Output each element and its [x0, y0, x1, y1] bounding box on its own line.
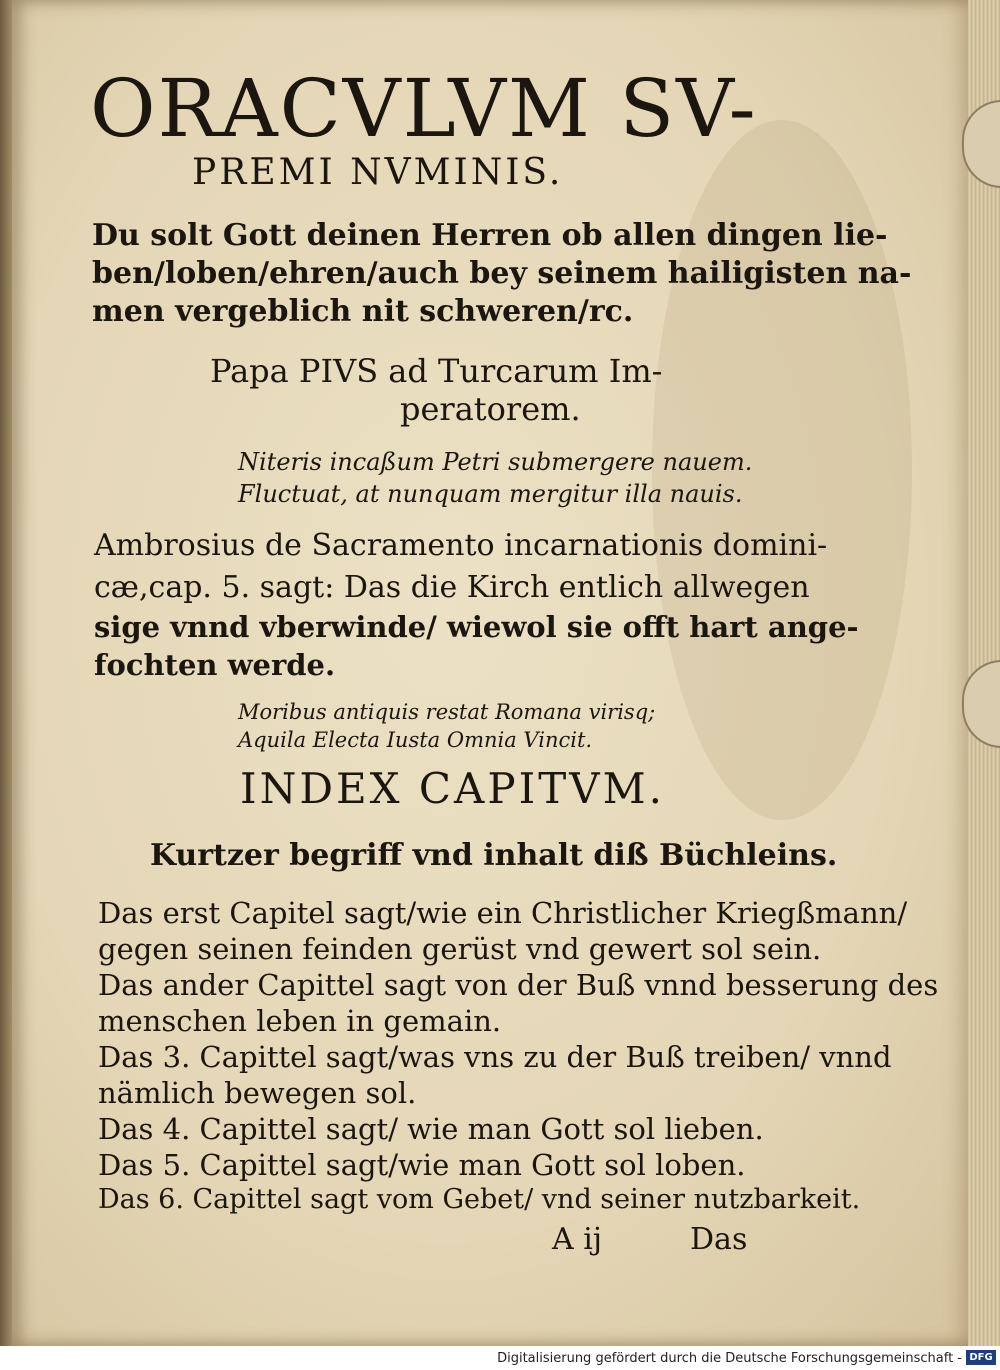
pius-heading-line: Papa PIVS ad Turcarum Im- [210, 352, 663, 390]
toc-line: Das erst Capitel sagt/wie ein Christlicher Kriegßmann/ [98, 896, 908, 930]
toc-line: gegen seinen feinden gerüst vnd gewert sol sein. [98, 932, 822, 966]
toc-line: nämlich bewegen sol. [98, 1076, 417, 1110]
commandment-line: Du solt Gott deinen Herren ob allen dingen lie- [92, 218, 888, 253]
toc-line: Das 5. Capittel sagt/wie man Gott sol loben. [98, 1148, 746, 1182]
toc-line: Das 3. Capittel sagt/was vns zu der Buß treiben/ vnnd [98, 1040, 892, 1074]
pius-verse-line: Niteris incaßum Petri submergere nauem. [238, 448, 753, 476]
moribus-verse-line: Aquila Electa Iusta Omnia Vincit. [238, 728, 593, 752]
pius-heading-line: peratorem. [400, 390, 581, 428]
toc-line: Das 4. Capittel sagt/ wie man Gott sol lieben. [98, 1112, 764, 1146]
ambrosius-line: Ambrosius de Sacramento incarnationis domini- [94, 528, 828, 563]
catchword: Das [690, 1222, 748, 1257]
dfg-logo: DFG [966, 1350, 996, 1365]
toc-line: menschen leben in gemain. [98, 1004, 502, 1038]
commandment-line: ben/loben/ehren/auch bey seinem hailigisten na- [92, 256, 912, 291]
ambrosius-line: cæ,cap. 5. sagt: Das die Kirch entlich allwegen [94, 570, 810, 605]
toc-line: Das ander Capittel sagt von der Buß vnnd besserung des [98, 968, 939, 1002]
pius-verse-line: Fluctuat, at nunquam mergitur illa nauis. [238, 480, 743, 508]
index-subtitle: Kurtzer begriff vnd inhalt diß Büchleins. [150, 838, 838, 873]
commandment-line: men vergeblich nit schweren/rc. [92, 294, 634, 329]
footer-credit-text: Digitalisierung gefördert durch die Deutsche Forschungsgemeinschaft - [497, 1351, 962, 1366]
signature-mark: A ij [552, 1222, 603, 1257]
title-line-2: PREMI NVMINIS. [192, 152, 564, 193]
title-line-1: ORACVLVM SV- [90, 62, 758, 155]
toc-line: Das 6. Capittel sagt vom Gebet/ vnd seiner nutzbarkeit. [98, 1184, 861, 1215]
ambrosius-line: fochten werde. [94, 648, 336, 682]
moribus-verse-line: Moribus antiquis restat Romana virisq; [238, 700, 656, 724]
ambrosius-line: sige vnnd vberwinde/ wiewol sie offt hart ange- [94, 610, 859, 644]
digitization-footer [0, 1346, 1000, 1370]
index-title: INDEX CAPITVM. [240, 764, 665, 813]
